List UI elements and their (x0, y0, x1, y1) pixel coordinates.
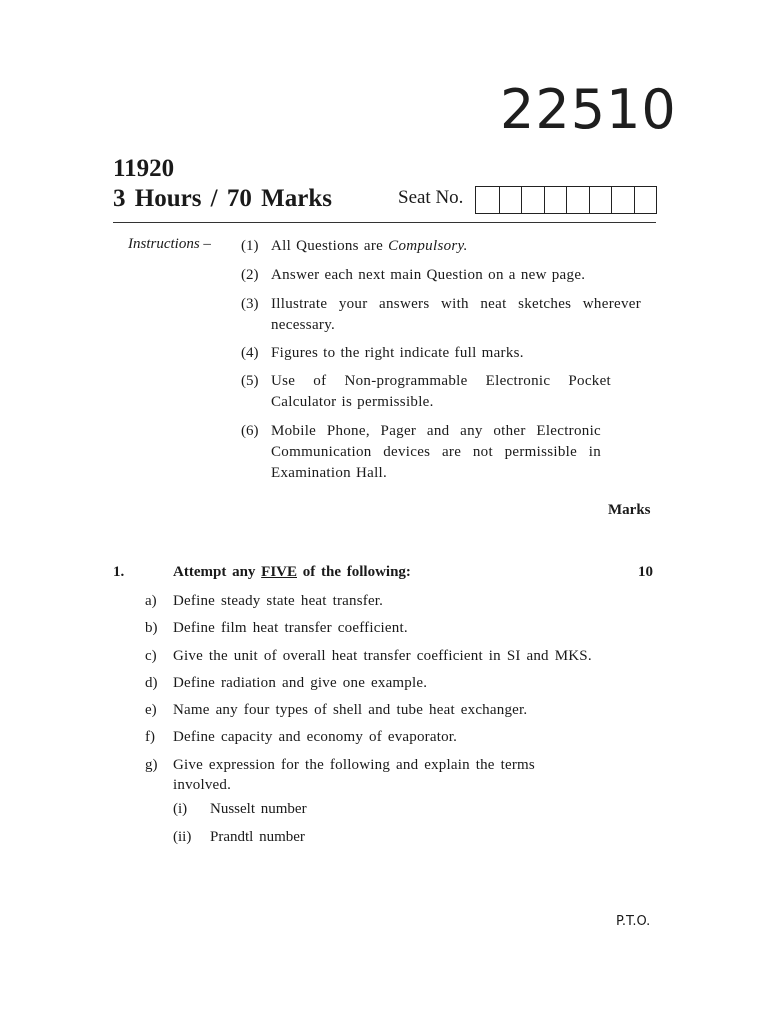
seat-box (611, 187, 634, 213)
seat-box (521, 187, 544, 213)
instruction-text: All Questions are Compulsory. (271, 238, 468, 254)
instruction-number: (5) (241, 373, 259, 389)
instruction-item (241, 421, 601, 484)
instruction-text: Figures to the right indicate full marks. (271, 345, 524, 361)
subject-code: 22510 (500, 78, 677, 141)
subitem-label: g) (145, 757, 158, 773)
subitem-label: a) (145, 593, 157, 609)
paper-code: 11920 (113, 155, 175, 182)
instruction-number: (6) (241, 423, 259, 439)
question-subitem (145, 591, 615, 611)
instruction-number: (1) (241, 238, 259, 254)
question-subitem (145, 700, 615, 720)
instruction-text: Mobile Phone, Pager and any other Electronic Communication devices are not permissible in Examination Hall. (271, 423, 601, 481)
subitem-text: Define film heat transfer coefficient. (173, 620, 408, 636)
header-divider (113, 222, 656, 223)
subsubitem-label: (ii) (173, 829, 192, 845)
instruction-item (241, 236, 641, 257)
question-subitem (145, 755, 575, 795)
subitem-label: d) (145, 675, 158, 691)
subsubitem-text: Prandtl number (210, 829, 305, 845)
subitem-label: c) (145, 648, 157, 664)
question-number: 1. (113, 564, 125, 580)
subitem-text: Give expression for the following and explain the terms involved. (173, 757, 535, 793)
subsubitem-text: Nusselt number (210, 801, 307, 817)
seat-number-label: Seat No. (398, 187, 464, 208)
instruction-text: Answer each next main Question on a new page. (271, 267, 586, 283)
seat-number-boxes (475, 186, 657, 214)
question-title: Attempt any FIVE of the following: (173, 564, 411, 580)
seat-box (566, 187, 589, 213)
instruction-item (241, 294, 641, 336)
subitem-text: Give the unit of overall heat transfer coefficient in SI and MKS. (173, 648, 592, 664)
subitem-label: f) (145, 729, 155, 745)
instruction-text: Illustrate your answers with neat sketches wherever necessary. (271, 296, 641, 333)
seat-box (634, 187, 657, 213)
instruction-emphasis: Compulsory. (388, 238, 468, 254)
question-subitem (145, 727, 615, 747)
seat-box (544, 187, 567, 213)
question-subitem (145, 618, 615, 638)
question-subitem (145, 673, 615, 693)
instruction-text: Use of Non-programmable Electronic Pocket Calculator is permissible. (271, 373, 611, 410)
instruction-number: (2) (241, 267, 259, 283)
instruction-item (241, 265, 641, 286)
instruction-item (241, 371, 611, 413)
subitem-text: Name any four types of shell and tube heat exchanger. (173, 702, 528, 718)
instruction-number: (3) (241, 296, 259, 312)
duration-marks: 3 Hours / 70 Marks (113, 185, 332, 212)
instruction-number: (4) (241, 345, 259, 361)
please-turn-over: P.T.O. (616, 914, 651, 929)
subsubitem-label: (i) (173, 801, 188, 817)
question-title-emphasis: FIVE (261, 564, 297, 580)
subitem-text: Define radiation and give one example. (173, 675, 428, 691)
seat-box (589, 187, 612, 213)
question-subsubitem (173, 829, 305, 846)
seat-box (476, 187, 499, 213)
subitem-label: e) (145, 702, 157, 718)
subitem-text: Define capacity and economy of evaporator. (173, 729, 458, 745)
subitem-text: Define steady state heat transfer. (173, 593, 384, 609)
instruction-item (241, 343, 641, 364)
subitem-label: b) (145, 620, 158, 636)
question-subsubitem (173, 801, 307, 818)
question-marks: 10 (638, 564, 653, 580)
question-subitem (145, 646, 645, 666)
instructions-label: Instructions – (128, 236, 211, 252)
marks-column-header: Marks (608, 502, 651, 518)
seat-box (499, 187, 522, 213)
